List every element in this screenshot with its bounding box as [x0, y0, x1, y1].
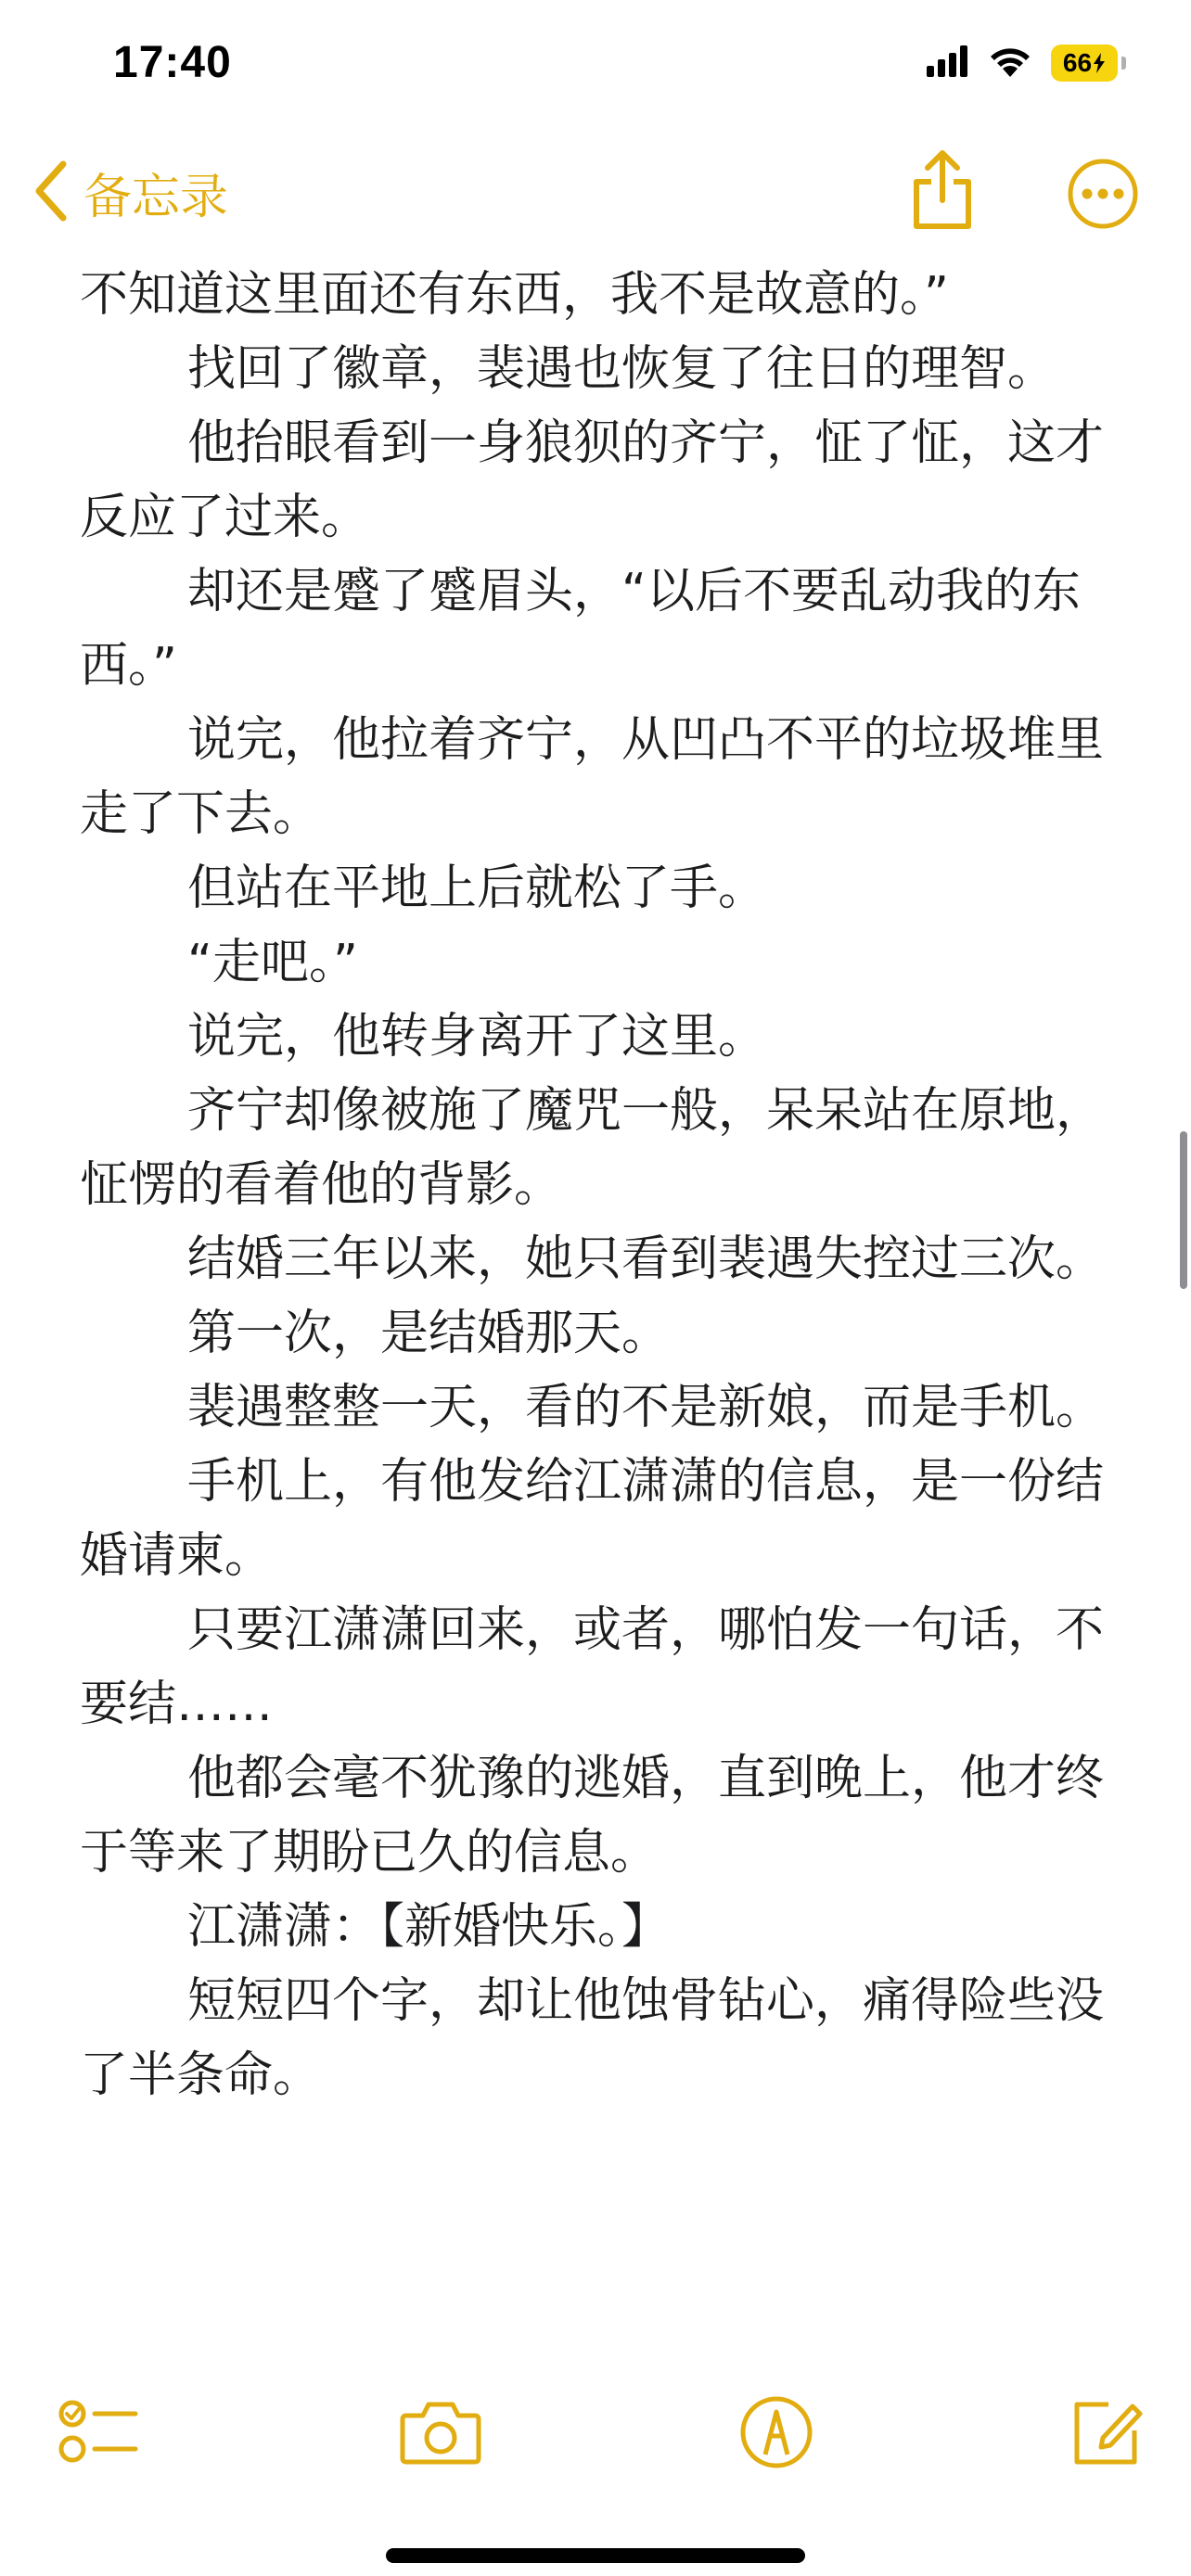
note-line: 说完，他拉着齐宁，从凹凸不平的垃圾堆里走了下去。 [80, 712, 1105, 842]
share-button[interactable] [905, 148, 980, 232]
note-line: 找回了徽章，裴遇也恢复了往日的理智。 [187, 341, 1057, 397]
note-line: 江潇潇：【新婚快乐。】 [187, 1899, 671, 1955]
compose-icon [1068, 2393, 1146, 2475]
nav-bar [0, 130, 1191, 250]
note-line: 说完，他转身离开了这里。 [187, 1009, 767, 1065]
checklist-button[interactable] [58, 2392, 141, 2476]
battery-level: 66 [1062, 48, 1093, 77]
compose-button[interactable] [1065, 2392, 1148, 2476]
status-icons [927, 45, 1126, 82]
note-line: 第一次，是结婚那天。 [187, 1306, 671, 1361]
back-label: 备忘录 [83, 170, 229, 225]
back-button[interactable] [33, 158, 228, 227]
markup-pen-icon [737, 2393, 815, 2475]
note-line: 短短四个字，却让他蚀骨钻心，痛得险些没了半条命。 [80, 1973, 1105, 2103]
home-indicator[interactable] [386, 2548, 805, 2563]
note-line: 裴遇整整一天，看的不是新娘，而是手机。 [187, 1380, 1105, 1435]
note-line: 不知道这里面还有东西，我不是故意的。” [80, 267, 949, 323]
bottom-toolbar [0, 2383, 1191, 2485]
battery-charging-icon [1051, 45, 1118, 82]
cellular-signal-icon [927, 45, 969, 81]
note-line: 手机上，有他发给江潇潇的信息，是一份结婚请柬。 [80, 1454, 1105, 1584]
note-body[interactable] [80, 258, 1119, 2112]
status-bar [0, 0, 1191, 130]
note-line: 他都会毫不犹豫的逃婚，直到晚上，他才终于等来了期盼已久的信息。 [80, 1751, 1105, 1881]
note-line: 结婚三年以来，她只看到裴遇失控过三次。 [187, 1231, 1105, 1287]
wifi-icon [988, 45, 1032, 81]
note-line: 只要江潇潇回来，或者，哪怕发一句话，不要结…… [80, 1602, 1105, 1732]
note-line: 他抬眼看到一身狼狈的齐宁，怔了怔，这才反应了过来。 [80, 415, 1105, 545]
more-options-button[interactable] [1067, 158, 1139, 230]
note-line: 但站在平地上后就松了手。 [187, 861, 767, 916]
markup-button[interactable] [735, 2392, 818, 2476]
camera-button[interactable] [399, 2392, 482, 2476]
more-options-icon [1067, 216, 1139, 234]
checklist-icon [58, 2395, 141, 2473]
note-line: 却还是蹙了蹙眉头，“以后不要乱动我的东西。” [80, 564, 1081, 694]
note-line: “走吧。” [187, 935, 358, 990]
chevron-left-icon [33, 159, 70, 227]
battery-tip [1121, 57, 1126, 70]
camera-icon [399, 2397, 482, 2471]
share-icon [905, 218, 980, 236]
note-line: 齐宁却像被施了魔咒一般，呆呆站在原地，怔愣的看着他的背影。 [80, 1083, 1105, 1213]
scroll-indicator[interactable] [1180, 1131, 1187, 1289]
status-time: 17:40 [113, 38, 232, 87]
